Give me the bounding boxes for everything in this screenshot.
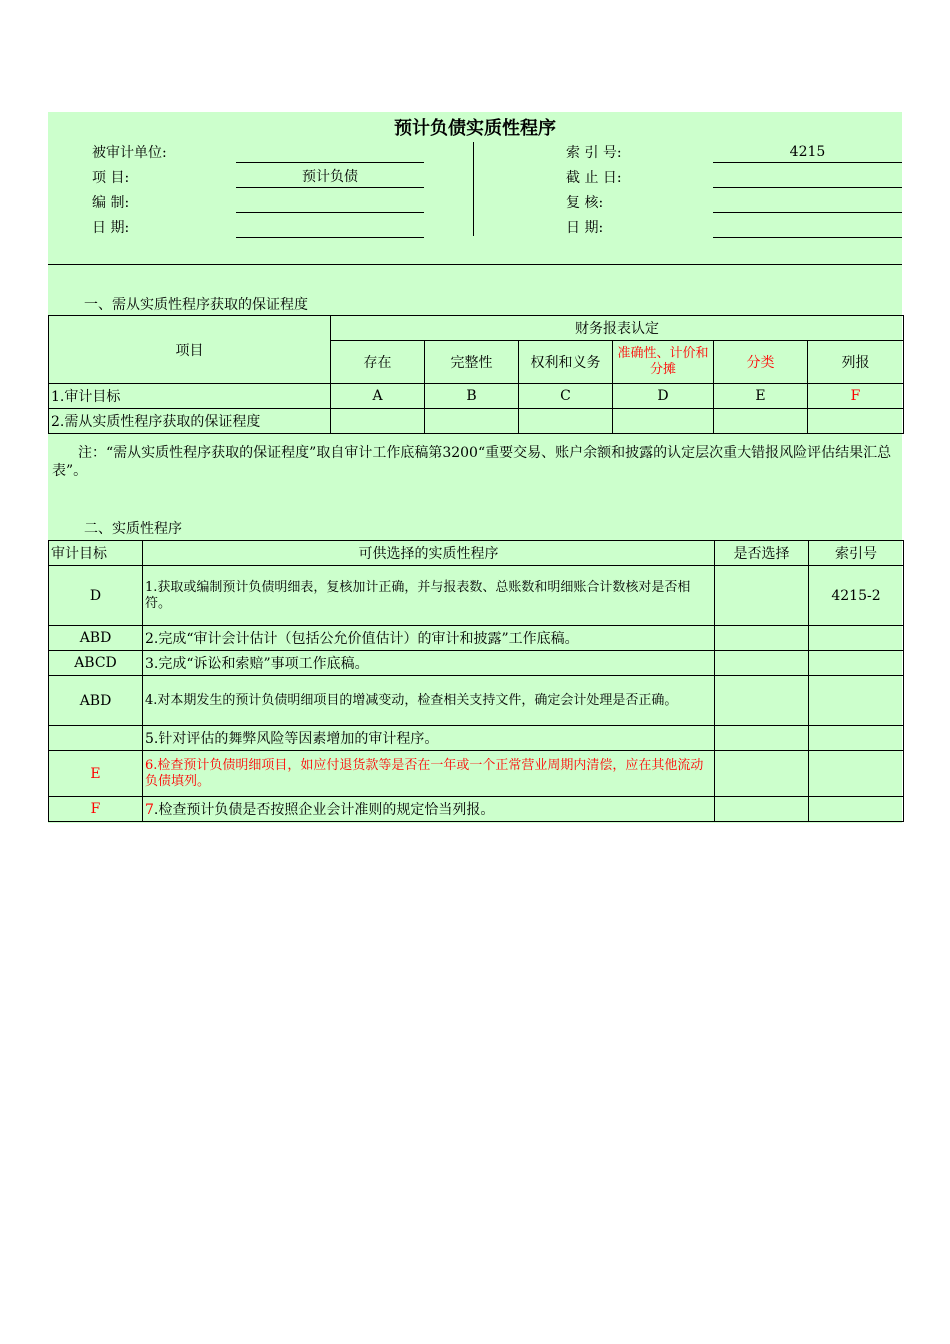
table-row xyxy=(49,384,904,409)
row-label: 1.审计目标 xyxy=(49,384,331,409)
goal-cell: ABD xyxy=(49,676,143,726)
table-row xyxy=(49,751,904,797)
procedure-cell xyxy=(143,797,715,822)
index-cell xyxy=(809,651,904,676)
selected-cell[interactable] xyxy=(715,676,809,726)
col-rights-obligations: 权利和义务 xyxy=(519,341,613,384)
index-cell xyxy=(809,751,904,797)
col-index: 索引号 xyxy=(809,541,904,566)
index-cell xyxy=(809,626,904,651)
col-audit-goal: 审计目标 xyxy=(49,541,143,566)
label-prepared-by: 编 制: xyxy=(92,195,130,211)
col-existence: 存在 xyxy=(331,341,425,384)
selected-cell[interactable] xyxy=(715,797,809,822)
header-separator xyxy=(48,264,902,265)
procedure-text: .检查预计负债是否按照企业会计准则的规定恰当列报。 xyxy=(153,802,495,818)
workpaper-sheet xyxy=(48,112,902,823)
cutoff-date-field[interactable] xyxy=(713,167,902,188)
selected-cell[interactable] xyxy=(715,726,809,751)
prepared-by-field[interactable] xyxy=(236,192,424,213)
cell-rights[interactable] xyxy=(519,409,613,434)
date-left-field[interactable] xyxy=(236,217,424,238)
col-classification: 分类 xyxy=(714,341,808,384)
audited-unit-field[interactable] xyxy=(236,142,424,163)
reviewed-by-field[interactable] xyxy=(713,192,902,213)
index-cell: 4215-2 xyxy=(809,566,904,626)
header-divider xyxy=(473,142,474,236)
date-right-field[interactable] xyxy=(713,217,902,238)
procedures-table xyxy=(48,540,904,822)
assertion-header: 财务报表认定 xyxy=(331,316,904,341)
goal-cell: E xyxy=(49,751,143,797)
label-cutoff-date: 截 止 日: xyxy=(566,170,622,186)
label-index-no: 索 引 号: xyxy=(566,145,622,161)
label-audited-unit: 被审计单位: xyxy=(92,145,167,161)
cell-presentation[interactable] xyxy=(808,409,904,434)
goal-cell: D xyxy=(49,566,143,626)
cell-classification: E xyxy=(714,384,808,409)
row-label: 2.需从实质性程序获取的保证程度 xyxy=(49,409,331,434)
item-field[interactable]: 预计负债 xyxy=(236,167,424,188)
procedure-cell: 6.检查预计负债明细项目，如应付退货款等是否在一年或一个正常营业周期内清偿，应在其他流动负债填列。 xyxy=(143,751,715,797)
label-date-right: 日 期: xyxy=(566,220,604,236)
table-row xyxy=(49,797,904,822)
procedure-cell: 1.获取或编制预计负债明细表，复核加计正确，并与报表数、总账数和明细账合计数核对是否相符。 xyxy=(143,566,715,626)
selected-cell[interactable] xyxy=(715,651,809,676)
goal-cell: ABCD xyxy=(49,651,143,676)
cell-classification[interactable] xyxy=(714,409,808,434)
table-row xyxy=(49,566,904,626)
selected-cell[interactable] xyxy=(715,626,809,651)
table-row xyxy=(49,726,904,751)
goal-cell: ABD xyxy=(49,626,143,651)
cell-rights: C xyxy=(519,384,613,409)
procedure-cell: 3.完成“诉讼和索赔”事项工作底稿。 xyxy=(143,651,715,676)
index-cell xyxy=(809,726,904,751)
index-cell xyxy=(809,676,904,726)
col-procedure: 可供选择的实质性程序 xyxy=(143,541,715,566)
section1-heading: 一、需从实质性程序获取的保证程度 xyxy=(84,297,308,313)
cell-existence[interactable] xyxy=(331,409,425,434)
cell-completeness: B xyxy=(425,384,519,409)
col-accuracy-valuation: 准确性、计价和分摊 xyxy=(613,341,714,384)
procedure-cell: 4.对本期发生的预计负债明细项目的增减变动，检查相关支持文件，确定会计处理是否正确。 xyxy=(143,676,715,726)
cell-presentation: F xyxy=(808,384,904,409)
table-row xyxy=(49,651,904,676)
index-cell xyxy=(809,797,904,822)
label-item: 项 目: xyxy=(92,170,130,186)
cell-accuracy: D xyxy=(613,384,714,409)
note-text: 注：“需从实质性程序获取的保证程度”取自审计工作底稿第3200“重要交易、账户余额和披露的认定层次重大错报风险评估结果汇总表”。 xyxy=(52,445,892,479)
page-title: 预计负债实质性程序 xyxy=(394,118,556,139)
col-completeness: 完整性 xyxy=(425,341,519,384)
col-selected: 是否选择 xyxy=(715,541,809,566)
selected-cell[interactable] xyxy=(715,566,809,626)
assurance-table xyxy=(48,315,904,434)
cell-existence: A xyxy=(331,384,425,409)
table-row xyxy=(49,409,904,434)
cell-completeness[interactable] xyxy=(425,409,519,434)
col-presentation: 列报 xyxy=(808,341,904,384)
goal-cell: F xyxy=(49,797,143,822)
section2-heading: 二、实质性程序 xyxy=(84,521,182,537)
goal-cell xyxy=(49,726,143,751)
item-header: 项目 xyxy=(49,316,331,384)
label-reviewed-by: 复 核: xyxy=(566,195,604,211)
procedure-cell: 2.完成“审计会计估计（包括公允价值估计）的审计和披露”工作底稿。 xyxy=(143,626,715,651)
procedure-number: 7 xyxy=(145,802,154,818)
selected-cell[interactable] xyxy=(715,751,809,797)
index-no-field[interactable]: 4215 xyxy=(713,142,902,163)
table-row xyxy=(49,676,904,726)
label-date-left: 日 期: xyxy=(92,220,130,236)
cell-accuracy[interactable] xyxy=(613,409,714,434)
table-row xyxy=(49,626,904,651)
procedure-cell: 5.针对评估的舞弊风险等因素增加的审计程序。 xyxy=(143,726,715,751)
